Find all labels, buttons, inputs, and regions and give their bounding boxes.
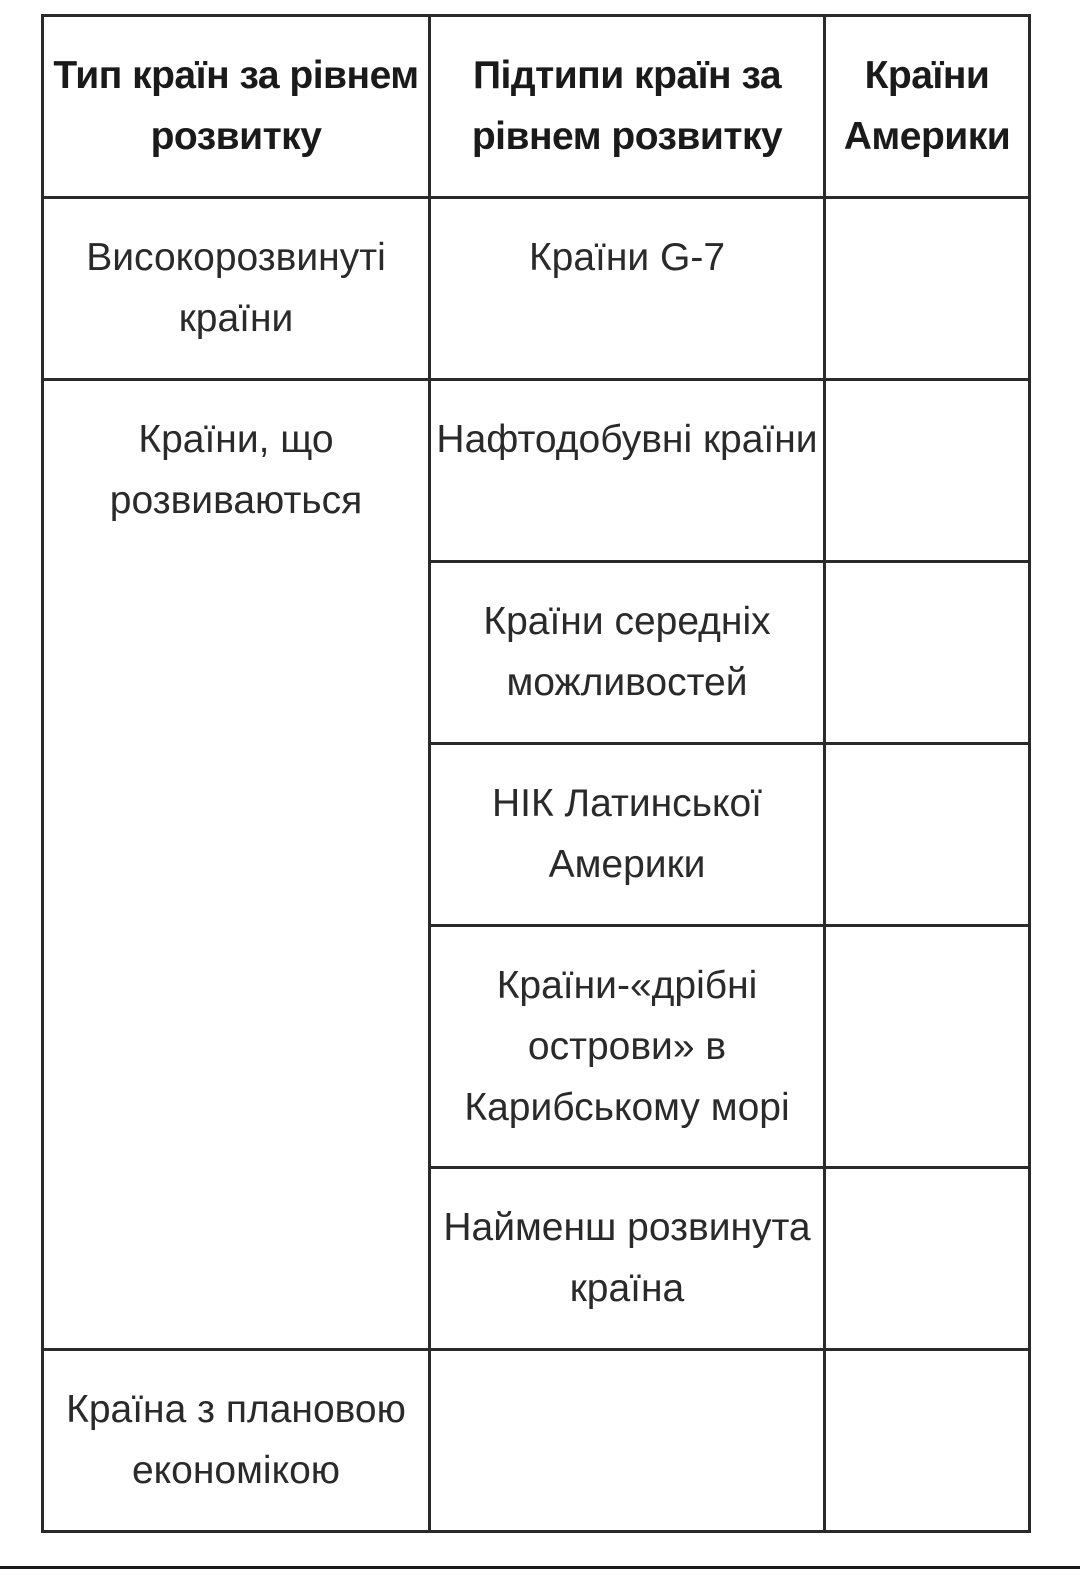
- americas-cell-g7[interactable]: [825, 198, 1030, 380]
- header-americas: Країни Америки: [825, 16, 1030, 198]
- americas-cell-least[interactable]: [825, 1168, 1030, 1350]
- group-planned: Країна з плановою економікою: [43, 1350, 430, 1532]
- countries-classification-table: [41, 14, 1031, 1533]
- subtype-middle: Країни середніх можливостей: [430, 562, 825, 744]
- americas-cell-planned[interactable]: [825, 1350, 1030, 1532]
- table-row-oil: [43, 380, 1030, 562]
- bottom-divider: [0, 1566, 1080, 1569]
- americas-cell-oil[interactable]: [825, 380, 1030, 562]
- subtype-least: Найменш розвинута країна: [430, 1168, 825, 1350]
- americas-cell-nic[interactable]: [825, 744, 1030, 926]
- subtype-oil: Нафтодобувні країни: [430, 380, 825, 562]
- subtype-g7: Країни G-7: [430, 198, 825, 380]
- group-developing: Країни, що розвиваються: [43, 380, 430, 1350]
- header-subtype: Підтипи країн за рівнем розвитку: [430, 16, 825, 198]
- header-row: [43, 16, 1030, 198]
- header-type: Тип країн за рівнем розвитку: [43, 16, 430, 198]
- subtype-nic: НІК Латинської Америки: [430, 744, 825, 926]
- subtype-islands: Країни-«дрібні острови» в Карибському морі: [430, 926, 825, 1168]
- americas-cell-islands[interactable]: [825, 926, 1030, 1168]
- table-row-planned: [43, 1350, 1030, 1532]
- table-row-developed: [43, 198, 1030, 380]
- subtype-planned[interactable]: [430, 1350, 825, 1532]
- americas-cell-middle[interactable]: [825, 562, 1030, 744]
- group-developed: Високорозвинуті країни: [43, 198, 430, 380]
